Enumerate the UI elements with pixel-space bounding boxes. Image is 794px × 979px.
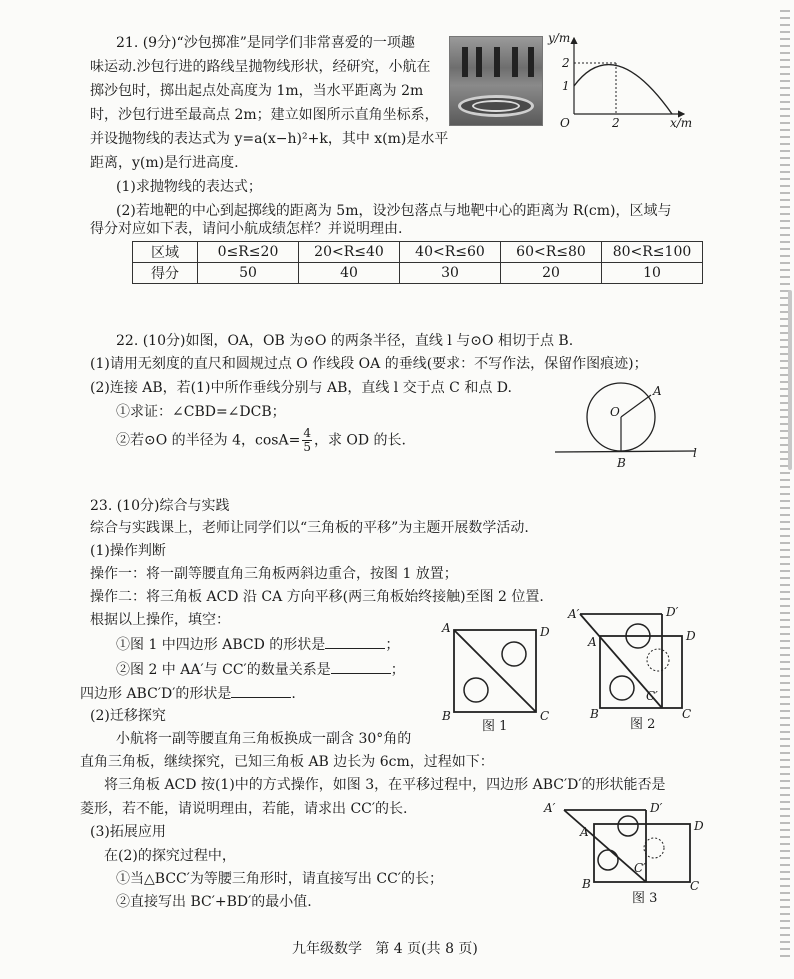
table-cell: 40 (299, 263, 400, 284)
q23-op1: 操作一：将一副等腰直角三角板两斜边重合，按图 1 放置； (90, 566, 458, 582)
q21-line6: 距离，y(m)是行进高度. (90, 155, 239, 171)
q22-line5a: ②若⊙O 的半径为 4，cosA= (116, 432, 301, 449)
fraction-numerator: 4 (303, 426, 311, 440)
fig22-label-l: l (693, 446, 697, 460)
q23-m1: 小航将一副等腰直角三角板换成一副含 30°角的 (116, 731, 412, 747)
table-cell: 50 (198, 263, 299, 284)
table-cell: 10 (602, 263, 703, 284)
q23-e1: 在(2)的探究过程中， (104, 848, 236, 864)
figure-1 (440, 618, 560, 738)
fig2-label-A1: A′ (568, 607, 580, 621)
table-cell: 40<R≤60 (400, 242, 501, 263)
sandbag-photo (449, 36, 543, 126)
q22-line1: 22. (10分)如图，OA，OB 为⊙O 的两条半径，直线 l 与⊙O 相切于点 B. (116, 333, 574, 349)
table-row (133, 242, 703, 263)
q21-part1: (1)求抛物线的表达式； (116, 179, 262, 195)
q22-line5b: ，求 OD 的长. (313, 432, 407, 449)
q21-line1: 21. (9分)“沙包掷准”是同学们非常喜爱的一项趣 (116, 35, 415, 51)
q21-line2: 味运动.沙包行进的路线呈抛物线形状，经研究，小航在 (90, 59, 431, 75)
table-cell: 30 (400, 263, 501, 284)
answer-blank[interactable] (331, 659, 391, 674)
q23-sec3: (3)拓展应用 (90, 824, 166, 840)
fig3-label-C: C (690, 879, 700, 893)
fig3-label-B: B (582, 877, 591, 891)
graph-tick-y2: 2 (562, 56, 570, 70)
fraction (302, 427, 312, 454)
q23-e3: ②直接写出 BC′+BD′的最小值. (116, 894, 312, 910)
q23-f3-text: 四边形 ABC′D′的形状是 (80, 686, 232, 702)
fig2-label-A: A (588, 635, 597, 649)
parabola-graph (548, 30, 698, 130)
table-cell: 区域 (133, 242, 198, 263)
q23-f1-text: ①图 1 中四边形 ABCD 的形状是 (116, 637, 326, 653)
q21-line4: 时，沙包行进至最高点 2m；建立如图所示直角坐标系， (90, 107, 439, 123)
q23-f2 (116, 659, 405, 680)
q23-f3-end: . (291, 686, 296, 702)
graph-origin: O (560, 116, 570, 130)
q23-e2: ①当△BCC′为等腰三角形时，请直接写出 CC′的长； (116, 871, 443, 887)
q22-line4: ①求证：∠CBD=∠DCB； (116, 404, 286, 420)
fig3-label-C1: C′ (634, 861, 646, 875)
circle-figure (555, 383, 705, 473)
fig2-label-C1: C′ (646, 689, 658, 703)
fig1-caption: 图 1 (482, 719, 508, 734)
figure-2 (566, 606, 696, 731)
fig2-caption: 图 2 (630, 717, 656, 732)
fig2-label-D: D (686, 629, 696, 643)
graph-tick-y1: 1 (562, 79, 570, 93)
fig1-label-B: B (442, 709, 451, 723)
q23-sec1: (1)操作判断 (90, 543, 166, 559)
table-cell: 20 (501, 263, 602, 284)
fig22-label-O: O (610, 405, 620, 419)
footer (292, 939, 478, 959)
footer-subject: 九年级数学 (292, 941, 362, 957)
fig3-label-D: D (694, 819, 704, 833)
graph-x-label: x/m (670, 116, 693, 130)
fig2-label-C: C (682, 707, 692, 721)
q22-line3: (2)连接 AB，若(1)中所作垂线分别与 AB，直线 l 交于点 C 和点 D. (90, 380, 512, 396)
q23-m2: 直角三角板，继续探究，已知三角板 AB 边长为 6cm，过程如下： (80, 754, 494, 770)
score-table (132, 241, 703, 284)
fig1-label-A: A (442, 621, 451, 635)
scrollbar[interactable] (788, 290, 792, 470)
fig22-label-B: B (617, 456, 626, 470)
q23-fill: 根据以上操作，填空： (90, 612, 230, 628)
answer-blank[interactable] (231, 683, 291, 698)
q23-f2-text: ②图 2 中 AA′与 CC′的数量关系是 (116, 662, 331, 678)
table-cell: 20<R≤40 (299, 242, 400, 263)
q21-part2b: 得分对应如下表，请问小航成绩怎样？并说明理由. (90, 221, 403, 237)
q23-sec2: (2)迁移探究 (90, 708, 166, 724)
q23-f2-end: ； (390, 662, 405, 678)
q21-line5: 并设抛物线的表达式为 y=a(x−h)²+k，其中 x(m)是水平 (90, 131, 449, 147)
table-cell: 80<R≤100 (602, 242, 703, 263)
q23-f3 (80, 683, 296, 704)
graph-y-label: y/m (548, 31, 571, 45)
q22-line2: (1)请用无刻度的直尺和圆规过点 O 作线段 OA 的垂线(要求：不写作法，保留作图痕迹)； (90, 356, 648, 372)
page-edge-dots (780, 10, 790, 960)
table-cell: 0≤R≤20 (198, 242, 299, 263)
fig1-label-D: D (540, 625, 550, 639)
fig3-label-A1: A′ (544, 801, 556, 815)
fig1-label-C: C (540, 709, 550, 723)
fig3-label-A: A (580, 825, 589, 839)
fig22-label-A: A (653, 384, 662, 398)
fig2-label-B: B (590, 707, 599, 721)
q23-m3: 将三角板 ACD 按(1)中的方式操作，如图 3，在平移过程中，四边形 ABC′D′的形状能否是 (104, 777, 666, 793)
table-cell: 得分 (133, 263, 198, 284)
graph-tick-x: 2 (612, 116, 620, 130)
figure-3 (542, 798, 712, 908)
fig2-label-D1: D′ (666, 605, 679, 619)
fig3-caption: 图 3 (632, 891, 658, 906)
q23-intro: 综合与实践课上，老师让同学们以“三角板的平移”为主题开展数学活动. (90, 520, 529, 536)
q23-f1 (116, 634, 399, 655)
fig3-label-D1: D′ (650, 801, 663, 815)
q21-line3: 掷沙包时，掷出起点处高度为 1m，当水平距离为 2m (90, 83, 424, 99)
answer-blank[interactable] (325, 634, 385, 649)
footer-page: 第 4 页(共 8 页) (375, 941, 478, 957)
q23-f1-end: ； (385, 637, 400, 653)
q23-m4: 菱形，若不能，请说明理由，若能，请求出 CC′的长. (80, 801, 408, 817)
q22-line5 (116, 427, 406, 454)
table-cell: 60<R≤80 (501, 242, 602, 263)
q23-op2: 操作二：将三角板 ACD 沿 CA 方向平移(两三角板始终接触)至图 2 位置. (90, 589, 544, 605)
fraction-denominator: 5 (303, 440, 311, 454)
q23-title: 23. (10分)综合与实践 (90, 498, 230, 514)
table-row (133, 263, 703, 284)
q21-part2a: (2)若地靶的中心到起掷线的距离为 5m，设沙包落点与地靶中心的距离为 R(cm)，区域与 (116, 203, 672, 219)
